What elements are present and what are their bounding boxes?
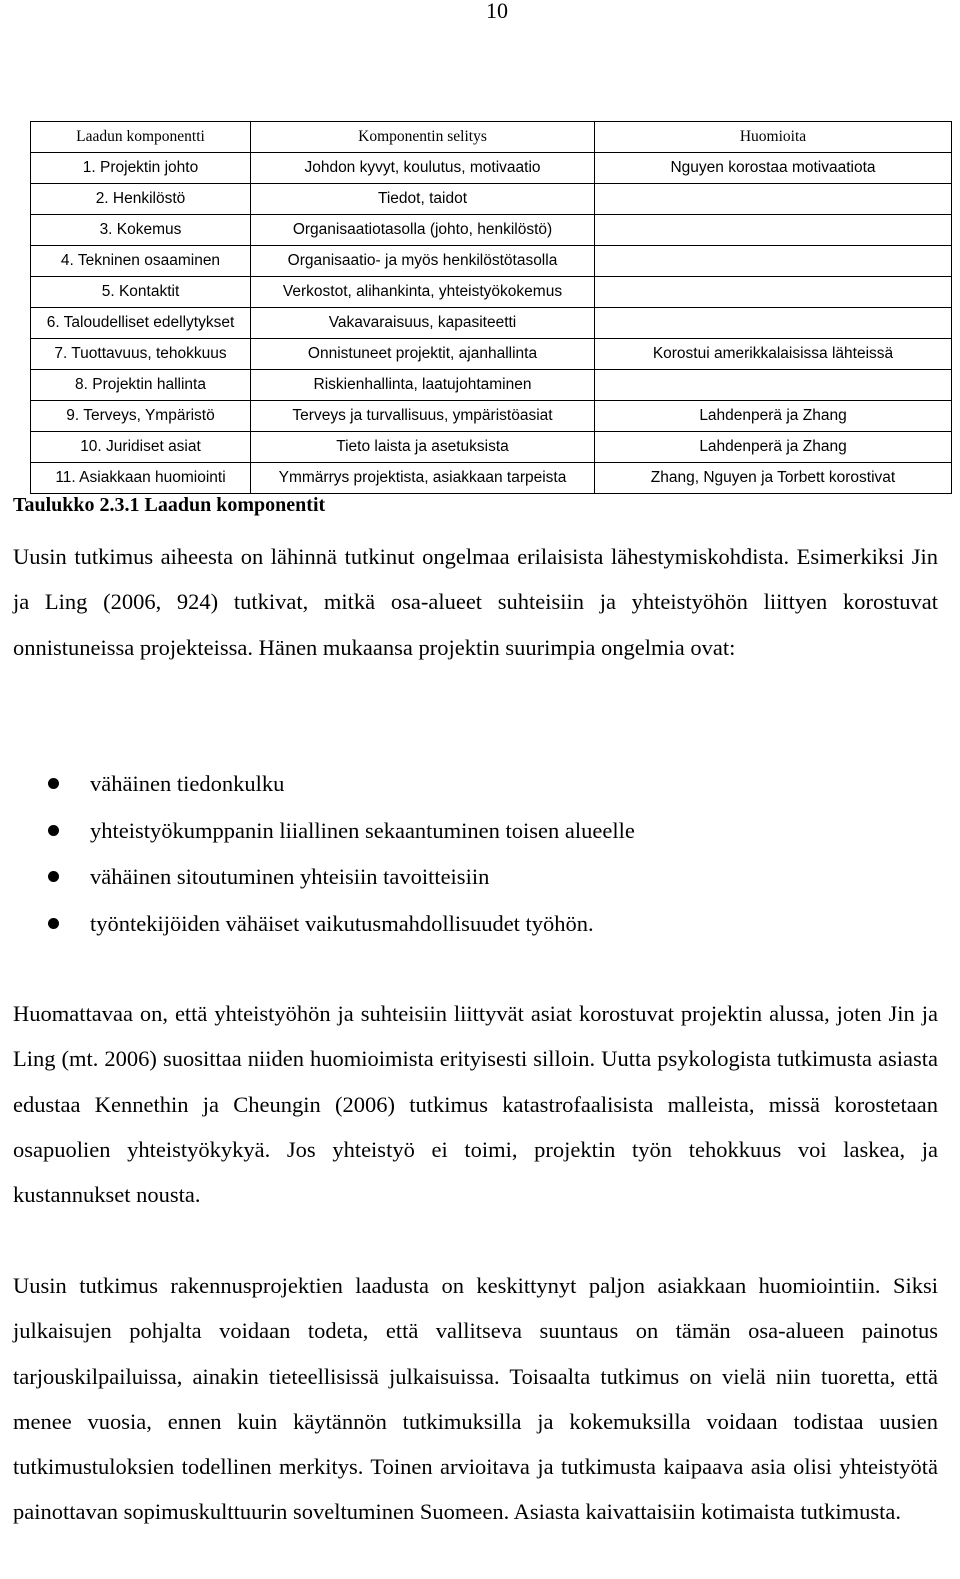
table-cell: Terveys ja turvallisuus, ympäristöasiat [251, 401, 595, 432]
table-cell: Vakavaraisuus, kapasiteetti [251, 308, 595, 339]
table-row [31, 246, 952, 277]
table-cell: 3. Kokemus [31, 215, 251, 246]
list-item-text: työntekijöiden vähäiset vaikutusmahdollisuudet työhön. [90, 910, 594, 936]
table-row [31, 215, 952, 246]
table-cell: Organisaatio- ja myös henkilöstötasolla [251, 246, 595, 277]
list-item-text: vähäinen tiedonkulku [90, 771, 285, 796]
table-cell: Korostui amerikkalaisissa lähteissä [595, 339, 952, 370]
table-cell: 6. Taloudelliset edellytykset [31, 308, 251, 339]
table-cell: 8. Projektin hallinta [31, 370, 251, 401]
table-row [31, 463, 952, 494]
table-cell: Zhang, Nguyen ja Torbett korostivat [595, 463, 952, 494]
table-row [31, 308, 952, 339]
table-cell: Tieto laista ja asetuksista [251, 432, 595, 463]
table-cell: Lahdenperä ja Zhang [595, 432, 952, 463]
table-row [31, 370, 952, 401]
list-item-text: vähäinen sitoutuminen yhteisiin tavoitteisiin [90, 864, 490, 889]
list-item-text: yhteistyökumppanin liiallinen sekaantuminen toisen alueelle [90, 817, 635, 843]
paragraph-customer-focus: Uusin tutkimus rakennusprojektien laadusta on keskittynyt paljon asiakkaan huomiointiin. Siksi julkaisujen pohjalta voidaan todeta, että vallitseva suuntaus on tämän osa-alueen painotus tarjouskilpailuissa, ainakin tieteellisissä julkaisuissa. Toisaalta tutkimus on vielä niin tuoretta, että menee vuosia, ennen kuin käytännön tutkimuksilla ja kokemuksilla voidaan todistaa uusien tutkimustuloksien todellinen merkitys. Toinen arvioitava ja tutkimusta kaipaava asia olisi yhteistyötä painottavan sopimuskulttuurin soveltuminen Suomeen. Asiasta kaivattaisiin kotimaista tutkimusta. [13, 1273, 938, 1525]
page-number: 10 [486, 0, 508, 23]
table-cell: Johdon kyvyt, koulutus, motivaatio [251, 153, 595, 184]
table-caption: Taulukko 2.3.1 Laadun komponentit [13, 494, 326, 516]
table-header-cell: Komponentin selitys [251, 122, 595, 153]
table-cell: Tiedot, taidot [251, 184, 595, 215]
table-cell [595, 277, 952, 308]
list-item [0, 854, 635, 901]
table-row [31, 432, 952, 463]
table-header-cell: Huomioita [595, 122, 952, 153]
quality-components-table [30, 121, 952, 494]
table-row [31, 153, 952, 184]
table-cell: 10. Juridiset asiat [31, 432, 251, 463]
bullet-icon [48, 871, 59, 882]
table-cell: 5. Kontaktit [31, 277, 251, 308]
bullet-icon [48, 825, 59, 836]
table-cell: 1. Projektin johto [31, 153, 251, 184]
table-cell [595, 370, 952, 401]
table-row [31, 339, 952, 370]
list-item [0, 808, 635, 855]
table-cell: Riskienhallinta, laatujohtaminen [251, 370, 595, 401]
table-cell: 9. Terveys, Ympäristö [31, 401, 251, 432]
table-cell: Organisaatiotasolla (johto, henkilöstö) [251, 215, 595, 246]
table-row [31, 277, 952, 308]
table-cell: Verkostot, alihankinta, yhteistyökokemus [251, 277, 595, 308]
table-cell: 7. Tuottavuus, tehokkuus [31, 339, 251, 370]
table-cell [595, 215, 952, 246]
table-cell: Onnistuneet projektit, ajanhallinta [251, 339, 595, 370]
table-cell [595, 246, 952, 277]
table-cell: 4. Tekninen osaaminen [31, 246, 251, 277]
list-item [0, 901, 635, 948]
table-cell [595, 308, 952, 339]
table-cell: 11. Asiakkaan huomiointi [31, 463, 251, 494]
problem-list [0, 761, 635, 947]
list-item [0, 761, 635, 808]
paragraph-intro: Uusin tutkimus aiheesta on lähinnä tutkinut ongelmaa erilaisista lähestymiskohdista. Esimerkiksi Jin ja Ling (2006, 924) tutkivat, mitkä osa-alueet suhteisiin ja yhteistyöhön liittyen korostuvat onnistuneissa projekteissa. Hänen mukaansa projektin suurimpia ongelmia ovat: [13, 544, 938, 660]
table-cell [595, 184, 952, 215]
table-row [31, 184, 952, 215]
table-cell: 2. Henkilöstö [31, 184, 251, 215]
paragraph-cooperation: Huomattavaa on, että yhteistyöhön ja suhteisiin liittyvät asiat korostuvat projektin alussa, joten Jin ja Ling (mt. 2006) suosittaa niiden huomioimista erityisesti silloin. Uutta psykologista tutkimusta asiasta edustaa Kennethin ja Cheungin (2006) tutkimus katastrofaalisista malleista, missä korostetaan osapuolien yhteistyökykyä. Jos yhteistyö ei toimi, projektin työn tehokkuus voi laskea, ja kustannukset nousta. [13, 1001, 938, 1208]
table-header-row [31, 122, 952, 153]
bullet-icon [48, 918, 59, 929]
table-header-cell: Laadun komponentti [31, 122, 251, 153]
bullet-icon [48, 778, 59, 789]
table-cell: Ymmärrys projektista, asiakkaan tarpeista [251, 463, 595, 494]
table-cell: Nguyen korostaa motivaatiota [595, 153, 952, 184]
table-row [31, 401, 952, 432]
table-cell: Lahdenperä ja Zhang [595, 401, 952, 432]
